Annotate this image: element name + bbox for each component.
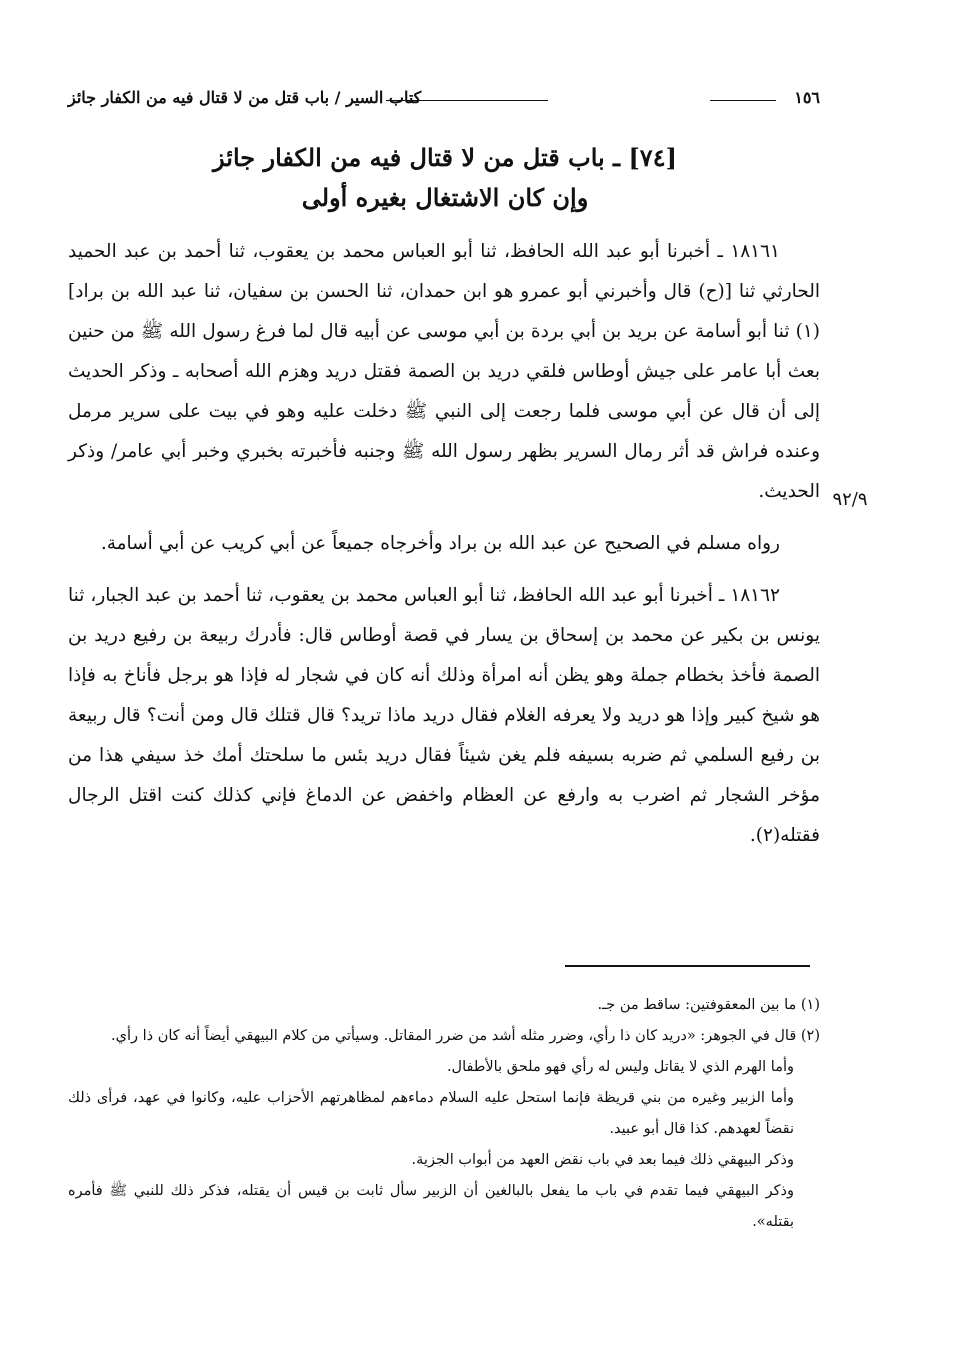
footnote-separator	[565, 965, 810, 967]
margin-reference: ٩٢/٩	[832, 489, 868, 510]
footnote-2-line: وأما الزبير وغيره من بني قريظة فإنما استحل عليه السلام دماءهم لمظاهرتهم الأحزاب عليه، وكانوا في عهد، فرأى ذلك نقضاً لعهدهم. كذا قال أبو عبيد.	[68, 1090, 794, 1137]
footnote-2-line: وذكر البيهقي فيما تقدم في باب ما يفعل بالبالغين أن الزبير سأل ثابت بن قيس أن يقتله، فذكر ذلك للنبي ﷺ فأمره بقتله».	[68, 1183, 794, 1230]
hadith-18162: ١٨١٦٢ ـ أخبرنا أبو عبد الله الحافظ، ثنا أبو العباس محمد بن يعقوب، ثنا أحمد بن عبد الجبار، ثنا يونس بن بكير عن محمد بن إسحاق بن يسار في قصة أوطاس قال: فأدرك ربيعة بن رفيع دريد بن الصمة فأخذ بخطام جملة وهو يظن أنه امرأة وذلك أنه كان في شجار له فإذا هو برجل فأناخ به فإذا هو شيخ كبير وإذا هو دريد ولا يعرفه الغلام فقال دريد ماذا تريد؟ قال قتلك قال ومن أنت؟ قال ربيعة بن رفيع السلمي ثم ضربه بسيفه فلم يغن شيئاً فقال دريد بئس ما سلحتك أمك خذ سيفي هذا من مؤخر الشجار ثم اضرب به وارفع عن العظام واخفض عن الدماغ فإني كذلك كنت اقتل الرجال فقتله(٢).	[68, 585, 820, 846]
footnotes	[68, 990, 820, 1238]
header-rule-right	[710, 100, 776, 101]
main-text	[68, 232, 820, 868]
page-number: ١٥٦	[794, 88, 820, 107]
chapter-title-line-2: وإن كان الاشتغال بغيره أولى	[301, 183, 589, 212]
footnote-2: (٢) قال في الجوهر: «دريد كان ذا رأي، وضرر مثله أشد من ضرر المقاتل. وسيأتي من كلام البيهقي أيضاً أنه كان ذا رأي.	[111, 1028, 820, 1044]
hadith-18161: ١٨١٦١ ـ أخبرنا أبو عبد الله الحافظ، ثنا أبو العباس محمد بن يعقوب، ثنا أحمد بن عبد الحميد الحارثي ثنا [(ح) قال وأخبرني أبو عمرو هو ابن حمدان، ثنا الحسن بن سفيان، ثنا عبد الله بن براد](١) ثنا أبو أسامة عن بريد بن أبي بردة بن أبي موسى عن أبيه قال لما فرغ رسول الله ﷺ من حنين بعث أبا عامر على جيش أوطاس فلقي دريد بن الصمة فقتل دريد وهزم الله أصحابه ـ وذكر الحديث إلى أن قال عن أبي موسى فلما رجعت إلى النبي ﷺ دخلت عليه وهو في بيت على سرير مرمل وعنده فراش قد أثر رمال السرير بظهر رسول الله ﷺ وجنبه فأخبرته بخبري وخبر أبي عامر/ وذكر الحديث.	[68, 241, 820, 502]
running-title: كتاب السير / باب قتل من لا قتال فيه من الكفار جائز	[68, 88, 422, 107]
footnote-1: (١) ما بين المعقوفتين: ساقط من جـ.	[597, 997, 820, 1013]
hadith-18161-note: رواه مسلم في الصحيح عن عبد الله بن براد وأخرجاه جميعاً عن أبي كريب عن أبي أسامة.	[100, 533, 780, 554]
chapter-title-line-1: [٧٤] ـ باب قتل من لا قتال فيه من الكفار جائز	[213, 143, 677, 172]
footnote-2-line: وأما الهرم الذي لا يقاتل وليس له رأي فهو ملحق بالأطفال.	[446, 1059, 794, 1075]
page-header	[68, 84, 820, 114]
chapter-heading	[100, 138, 790, 218]
footnote-2-line: وذكر البيهقي ذلك فيما بعد في باب نقض العهد من أبواب الجزية.	[411, 1152, 794, 1168]
